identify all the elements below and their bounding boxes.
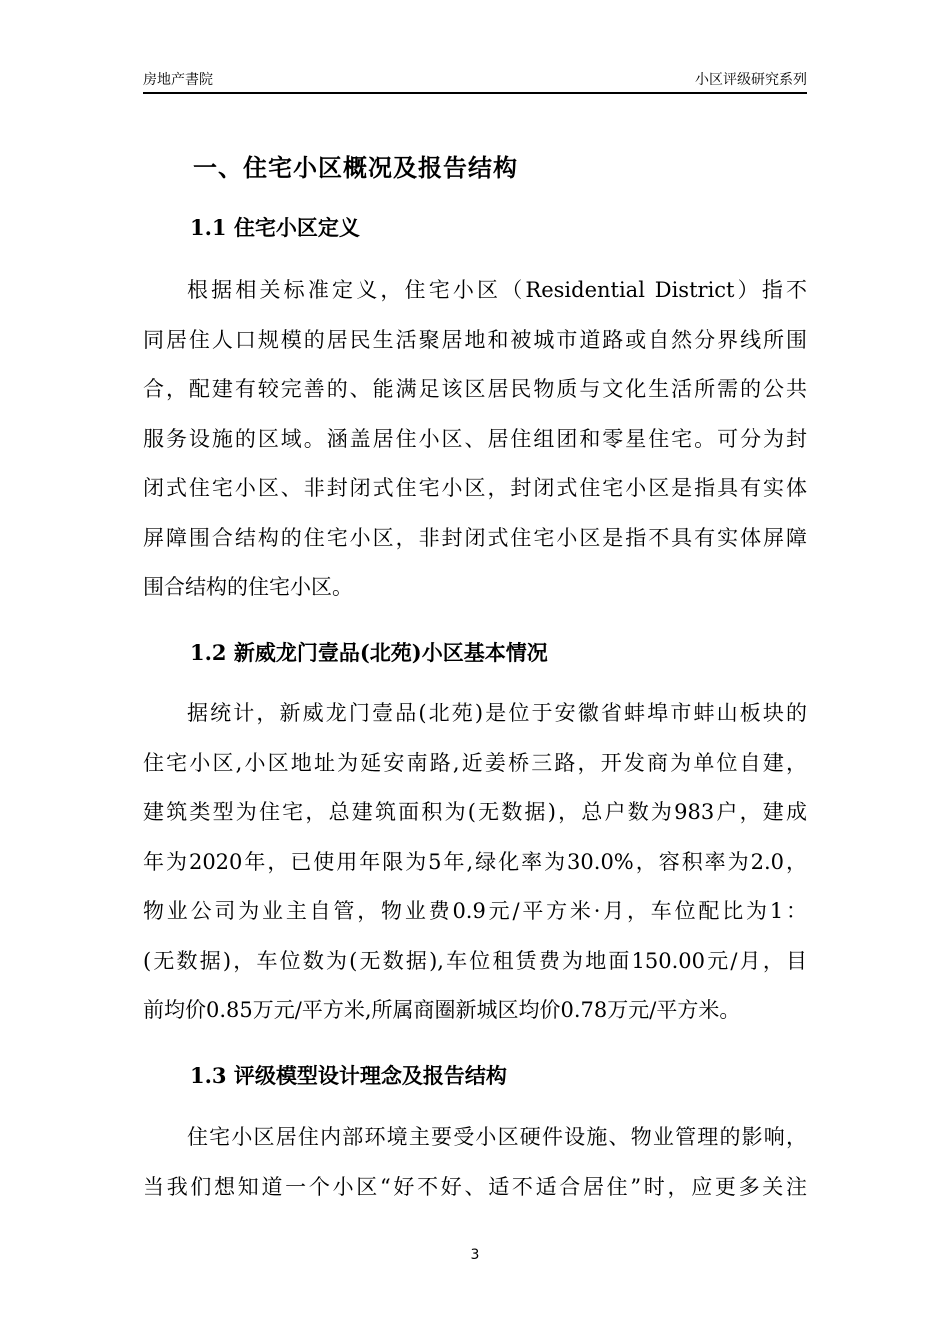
paragraph-line: 前均价0.85万元/平方米,所属商圈新城区均价0.78万元/平方米。 (143, 998, 741, 1022)
section-1-2-paragraph (143, 689, 807, 1036)
paragraph-line: 闭式住宅小区、非封闭式住宅小区，封闭式住宅小区是指具有实体 (143, 476, 807, 500)
section-title-1-3: 1.3 评级模型设计理念及报告结构 (190, 1063, 507, 1088)
paragraph-line: 服务设施的区域。涵盖居住小区、居住组团和零星住宅。可分为封 (143, 426, 807, 451)
section-title-1-1: 1.1 住宅小区定义 (190, 215, 360, 240)
paragraph-line: 当我们想知道一个小区“好不好、适不适合居住”时，应更多关注 (143, 1174, 807, 1199)
paragraph-line: 据统计，新威龙门壹品(北苑)是位于安徽省蚌埠市蚌山板块的 (187, 701, 807, 725)
paragraph-line: 住宅小区居住内部环境主要受小区硬件设施、物业管理的影响， (187, 1125, 807, 1149)
paragraph-line: 根据相关标准定义，住宅小区（Residential District）指不 (187, 278, 807, 302)
paragraph-line: 住宅小区,小区地址为延安南路,近姜桥三路，开发商为单位自建， (143, 750, 807, 775)
paragraph-line: 围合结构的住宅小区。 (143, 575, 353, 599)
page-header (143, 68, 807, 94)
paragraph-line: 年为2020年，已使用年限为5年,绿化率为30.0%，容积率为2.0， (143, 849, 807, 874)
paragraph-line: 建筑类型为住宅，总建筑面积为(无数据)，总户数为983户，建成 (143, 800, 807, 824)
paragraph-line: (无数据)，车位数为(无数据),车位租赁费为地面150.00元/月，目 (143, 948, 807, 973)
page-number: 3 (470, 1247, 480, 1263)
paragraph-line: 合，配建有较完善的、能满足该区居民物质与文化生活所需的公共 (143, 377, 807, 401)
paragraph-line: 同居住人口规模的居民生活聚居地和被城市道路或自然分界线所围 (143, 327, 807, 352)
header-publisher: 房地产書院 (143, 72, 213, 88)
section-1-3-paragraph (143, 1113, 807, 1212)
section-title-1-2: 1.2 新威龙门壹品(北苑)小区基本情况 (190, 640, 548, 665)
paragraph-line: 屏障围合结构的住宅小区，非封闭式住宅小区是指不具有实体屏障 (143, 525, 807, 550)
paragraph-line: 物业公司为业主自管，物业费0.9元/平方米·月，车位配比为1： (143, 899, 807, 923)
section-1-1-paragraph (143, 266, 807, 613)
chapter-title: 一、住宅小区概况及报告结构 (193, 153, 518, 182)
header-series: 小区评级研究系列 (695, 72, 807, 88)
